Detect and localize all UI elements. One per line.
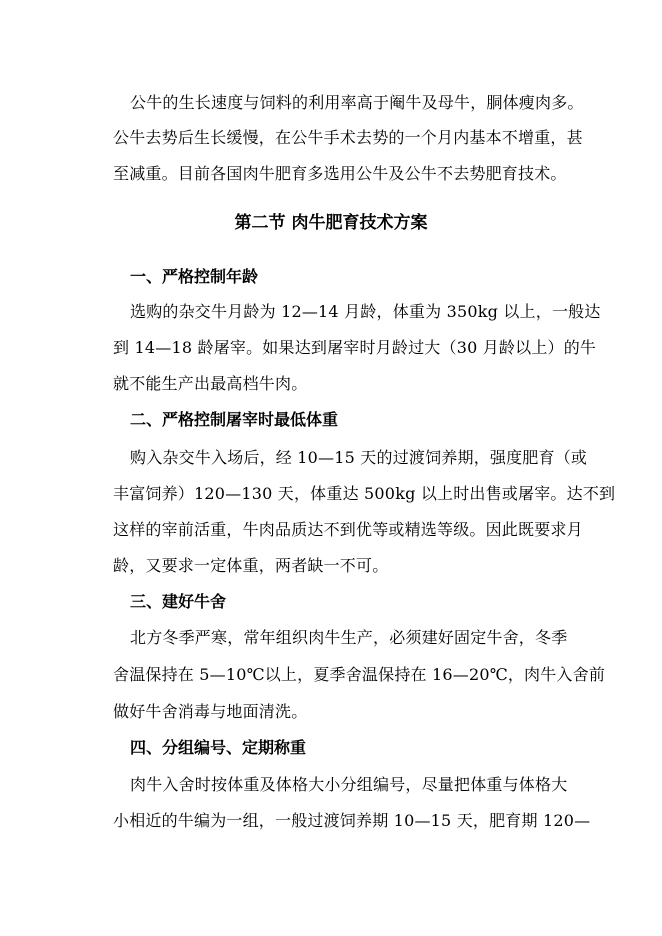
section-2-line-4: 龄，又要求一定体重，两者缺一不可。: [113, 556, 389, 575]
heading-build-barn: 三、建好牛舍: [130, 592, 227, 611]
heading-age-control: 一、严格控制年龄: [130, 267, 259, 286]
section-3-line-1: 北方冬季严寒，常年组织肉牛生产，必须建好固定牛舍，冬季: [130, 628, 568, 647]
section-2-line-3: 这样的宰前活重，牛肉品质达不到优等或精选等级。因此既要求月: [113, 520, 583, 539]
heading-grouping-weighing: 四、分组编号、定期称重: [130, 738, 307, 757]
intro-line-2: 公牛去势后生长缓慢，在公牛手术去势的一个月内基本不增重，甚: [113, 128, 583, 147]
heading-minimum-weight: 二、严格控制屠宰时最低体重: [130, 410, 339, 429]
section-4-line-1: 肉牛入舍时按体重及体格大小分组编号，尽量把体重与体格大: [130, 775, 568, 794]
section-1-line-1: 选购的杂交牛月龄为 12—14 月龄，体重为 350kg 以上，一般达: [130, 302, 601, 321]
section-2-line-2: 丰富饲养）120—130 天，体重达 500kg 以上时出售或屠宰。达不到: [113, 484, 616, 503]
intro-line-1: 公牛的生长速度与饲料的利用率高于阉牛及母牛，胴体瘦肉多。: [130, 93, 584, 112]
section-1-line-3: 就不能生产出最高档牛肉。: [113, 374, 308, 393]
intro-line-3: 至减重。目前各国肉牛肥育多选用公牛及公牛不去势肥育技术。: [113, 164, 567, 183]
section-4-line-2: 小相近的牛编为一组，一般过渡饲养期 10—15 天，肥育期 120—: [113, 811, 591, 830]
section-3-line-2: 舍温保持在 5—10℃以上，夏季舍温保持在 16—20℃，肉牛入舍前: [113, 665, 606, 684]
section-title: 第二节 肉牛肥育技术方案: [234, 213, 428, 233]
section-2-line-1: 购入杂交牛入场后，经 10—15 天的过渡饲养期，强度肥育（或: [130, 448, 588, 467]
section-1-line-2: 到 14—18 龄屠宰。如果达到屠宰时月龄过大（30 月龄以上）的牛: [113, 338, 597, 357]
section-3-line-3: 做好牛舍消毒与地面清洗。: [113, 702, 308, 721]
